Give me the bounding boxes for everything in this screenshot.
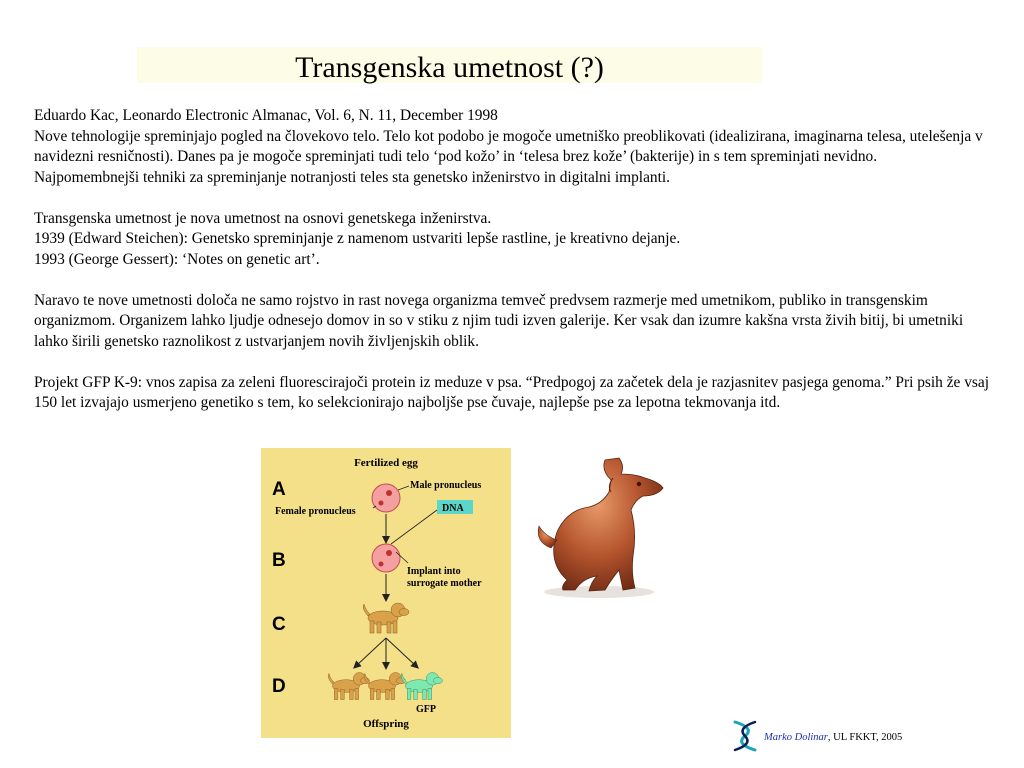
paragraph: Najpomembnejši tehniki za spreminjanje notranjosti teles sta genetsko inženirstvo in digitalni implanti. <box>34 168 671 186</box>
implant-label-2: surrogate mother <box>407 578 482 589</box>
step-label: A <box>272 479 286 500</box>
dna-label: DNA <box>442 503 464 514</box>
body-text <box>34 106 999 414</box>
dog-sculpture-image <box>527 452 677 602</box>
paragraph: Transgenska umetnost je nova umetnost na osnovi genetskega inženirstva. <box>34 209 492 227</box>
credit-text <box>764 732 902 743</box>
paragraph: 1993 (George Gessert): ‘Notes on genetic art’. <box>34 250 320 268</box>
offspring-label: Offspring <box>363 718 409 730</box>
injected-egg-icon <box>372 544 400 572</box>
step-label: D <box>272 676 286 697</box>
diagram-title: Fertilized egg <box>354 457 418 469</box>
female-pronucleus-label: Female pronucleus <box>275 506 356 517</box>
slide-title: Transgenska umetnost (?) <box>295 51 604 84</box>
gfp-label: GFP <box>416 704 436 715</box>
dna-helix-icon <box>731 720 759 752</box>
paragraph: Nove tehnologije spreminjajo pogled na človekovo telo. Telo kot podobo je mogoče umetniško preoblikovati (idealizirana, imaginarna telesa, utelešenja v navidezni resničnosti). Danes pa je mogoče spreminjati tudi telo ‘pod kožo’ in ‘telesa brez kože’ (bakterije) in s tem spreminjati nevidno. <box>34 127 983 165</box>
paragraph: Naravo te nove umetnosti določa ne samo rojstvo in rast novega organizma temveč predvsem razmerje med umetnikom, publiko in transgenskim organizmom. Organizem lahko ljudje odnesejo domov in so v stiku z njim tudi izven galerije. Ker vsak dan izumre kakšna vrsta živih bitij, bi umetniki lahko širili genetsko raznolikost z ustvarjanjem novih življenjskih oblik. <box>34 291 964 350</box>
surrogate-dog-icon <box>363 603 409 633</box>
offspring-dog-icon <box>328 673 369 700</box>
gfp-dog-icon <box>401 673 442 700</box>
male-pronucleus-label: Male pronucleus <box>410 480 482 491</box>
step-label: B <box>272 550 286 571</box>
title-band <box>137 47 762 83</box>
fertilized-egg-icon <box>372 484 400 512</box>
footer-credit <box>731 720 931 752</box>
offspring-dog-icon <box>364 673 405 700</box>
implant-label: Implant into <box>407 566 461 577</box>
author-name: Marko Dolinar <box>764 732 828 743</box>
citation: Eduardo Kac, Leonardo Electronic Almanac, Vol. 6, N. 11, December 1998 <box>34 107 498 124</box>
affiliation: , UL FKKT, 2005 <box>827 732 903 743</box>
paragraph: 1939 (Edward Steichen): Genetsko spreminjanje z namenom ustvariti lepše rastline, je kreativno dejanje. <box>34 230 681 247</box>
step-label: C <box>272 614 286 635</box>
transgenic-diagram <box>261 448 511 738</box>
paragraph: Projekt GFP K-9: vnos zapisa za zeleni fluorescirajoči protein iz meduze v psa. “Predpogoj za začetek dela je razjasnitev pasjega genoma.” Pri psih že vsaj 150 let izvajajo usmerjeno genetiko s tem, ko selekcionirajo najboljše pse čuvaje, najlepše pse za lepotna tekmovanja itd. <box>34 373 990 411</box>
